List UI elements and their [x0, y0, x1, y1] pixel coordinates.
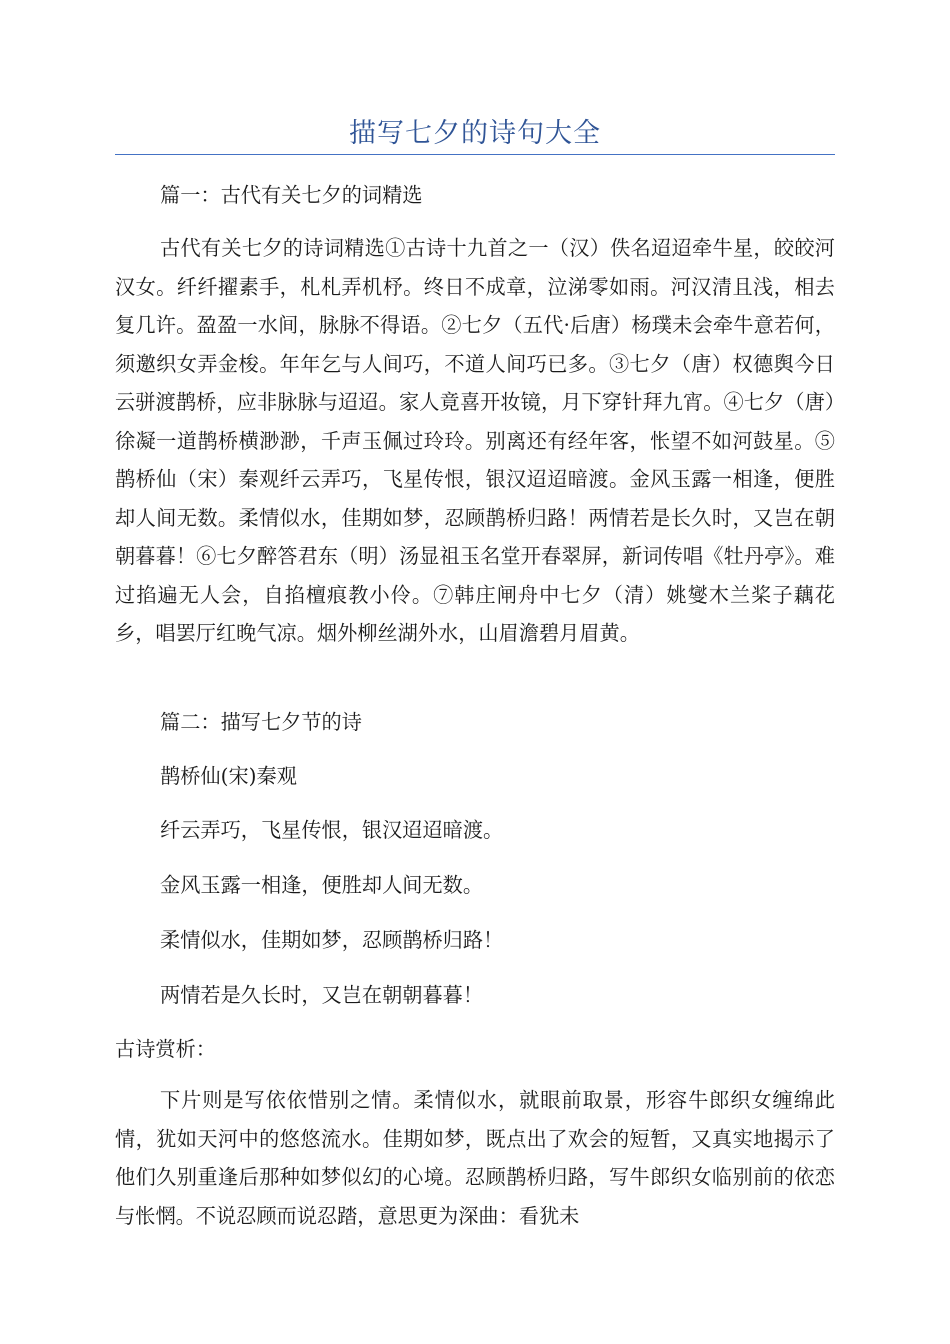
poem-line: 柔情似水，佳期如梦，忍顾鹊桥归路！: [160, 928, 504, 952]
poem-line: 两情若是久长时，又岂在朝朝暮暮！: [160, 983, 484, 1007]
poem-title: 鹊桥仙(宋)秦观: [160, 764, 297, 788]
analysis-heading: 古诗赏析：: [115, 1037, 216, 1061]
poem-line: 金风玉露一相逢，便胜却人间无数。: [160, 873, 484, 897]
title-underline: [115, 154, 835, 155]
poem-line: 纤云弄巧，飞星传恨，银汉迢迢暗渡。: [160, 818, 504, 842]
analysis-body: 下片则是写依依惜别之情。柔情似水，就眼前取景，形容牛郎织女缠绵此情，犹如天河中的悠悠流水。佳期如梦，既点出了欢会的短暂，又真实地揭示了他们久别重逢后那种如梦似幻的心境。忍顾鹊桥归路，写牛郎织女临别前的依恋与怅惘。不说忍顾而说忍踏，意思更为深曲：看犹未: [115, 1088, 835, 1228]
page-title: 描写七夕的诗句大全: [349, 118, 601, 149]
section-1-body: 古代有关七夕的诗词精选①古诗十九首之一（汉）佚名迢迢牵牛星，皎皎河汉女。纤纤擢素手，札札弄机杼。终日不成章，泣涕零如雨。河汉清且浅，相去复几许。盈盈一水间，脉脉不得语。②七夕（五代·后唐）杨璞未会牵牛意若何，须邀织女弄金梭。年年乞与人间巧，不道人间巧已多。③七夕（唐）权德舆今日云骈渡鹊桥，应非脉脉与迢迢。家人竟喜开妆镜，月下穿针拜九宵。④七夕（唐）徐凝一道鹊桥横渺渺，千声玉佩过玲玲。别离还有经年客，怅望不如河鼓星。⑤鹊桥仙（宋）秦观纤云弄巧，飞星传恨，银汉迢迢暗渡。金风玉露一相逢，便胜却人间无数。柔情似水，佳期如梦，忍顾鹊桥归路！两情若是长久时，又岂在朝朝暮暮！⑥七夕醉答君东（明）汤显祖玉名堂开春翠屏，新词传唱《牡丹亭》。难过掐遍无人会，自掐檀痕教小伶。⑦韩庄闸舟中七夕（清）姚燮木兰桨子藕花乡，唱罢厅红晚气凉。烟外柳丝湖外水，山眉澹碧月眉黄。: [115, 236, 835, 645]
section-2-heading: 篇二：描写七夕节的诗: [160, 710, 362, 734]
section-1-heading: 篇一：古代有关七夕的词精选: [160, 183, 423, 207]
